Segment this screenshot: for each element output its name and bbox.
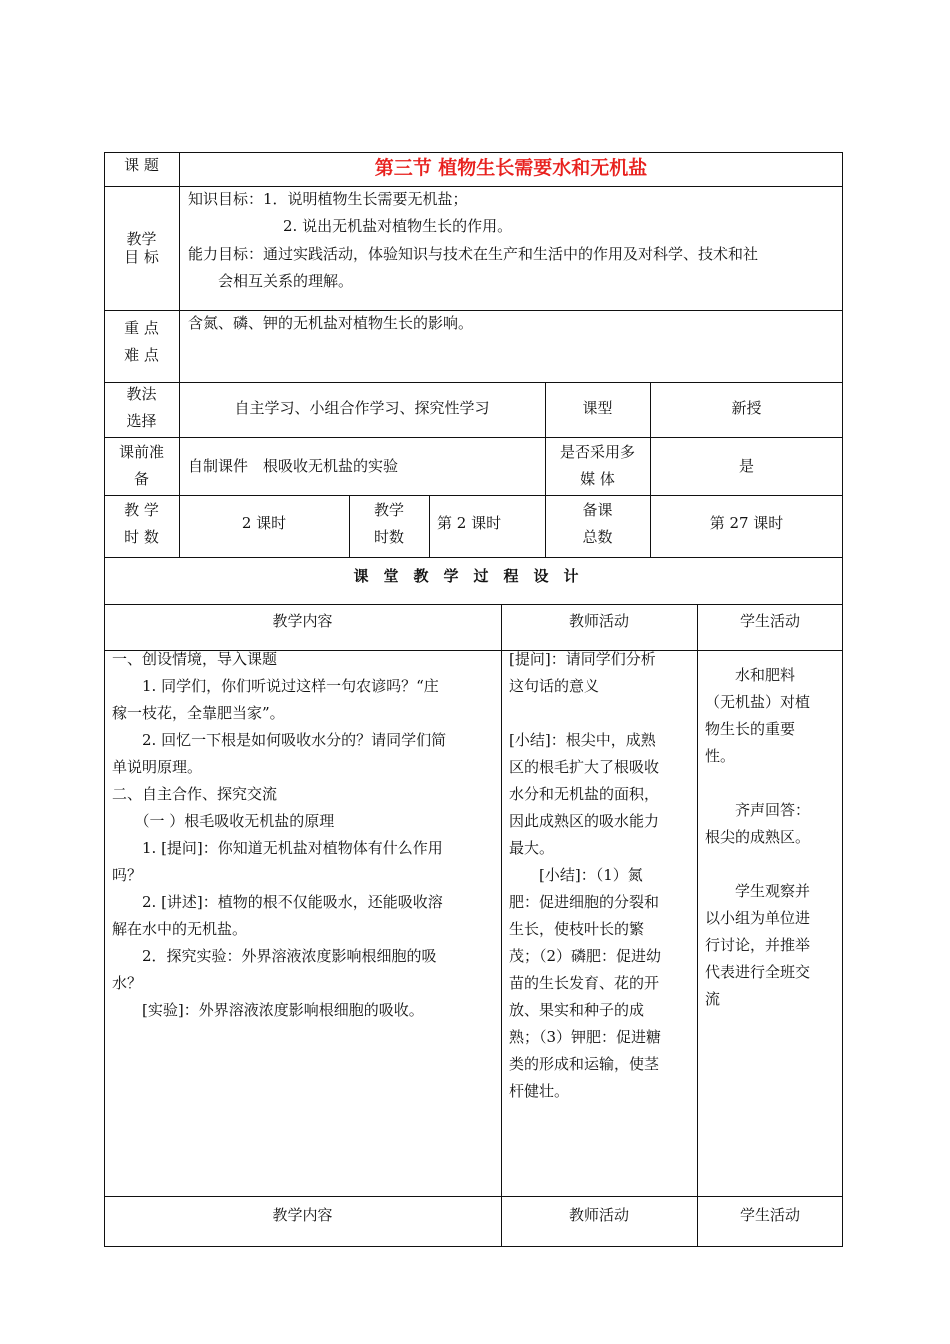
student-activity-column: [705, 662, 841, 1013]
student-line: （无机盐）对植: [705, 693, 811, 711]
student-line: [705, 770, 841, 797]
teacher-line: 杆健壮。: [509, 1082, 570, 1100]
teacher-line: 最大。: [509, 839, 555, 857]
student-line: 以小组为单位进: [705, 909, 811, 927]
content-line: 吗？: [112, 866, 143, 884]
teacher-line: 生长，使枝叶长的繁: [509, 920, 645, 938]
prep-total-label-line1: 备课: [582, 501, 613, 519]
key-points-label-line1: 重 点: [124, 319, 159, 337]
hours-label-line2: 时 数: [124, 528, 159, 546]
ability-objective-1: 能力目标：通过实践活动，体验知识与技术在生产和生活中的作用及对科学、技术和社: [188, 245, 759, 263]
student-line: 学生观察并: [705, 882, 811, 900]
knowledge-objective-1: 知识目标：1．说明植物生长需要无机盐；: [188, 190, 468, 208]
topic-label: 课 题: [124, 156, 159, 174]
media-label-line2: 媒 体: [580, 470, 615, 488]
student-line: 物生长的重要: [705, 720, 796, 738]
teacher-line: 这句话的意义: [509, 677, 600, 695]
teacher-line: 类的形成和运输，使茎: [509, 1055, 660, 1073]
footer-column-teacher: 教师活动: [568, 1206, 629, 1224]
content-line: 稼一枝花，全靠肥当家”。: [112, 704, 285, 722]
teacher-line: 肥：促进细胞的分裂和: [509, 893, 660, 911]
objectives-label-line2: 目 标: [124, 248, 159, 266]
teacher-line: [509, 700, 694, 727]
footer-column-student: 学生活动: [739, 1206, 800, 1224]
content-line: 单说明原理。: [112, 758, 203, 776]
column-header-content: 教学内容: [272, 612, 333, 630]
prep-total-label-line2: 总数: [582, 528, 613, 546]
student-line: 流: [705, 990, 721, 1008]
period-label-line1: 教学: [373, 501, 404, 519]
hours-label-line1: 教 学: [124, 501, 159, 519]
column-header-teacher: 教师活动: [568, 612, 629, 630]
period-label-line2: 时数: [373, 528, 404, 546]
lesson-type-label: 课型: [582, 399, 613, 417]
teacher-line: [小结]：根尖中，成熟: [509, 731, 656, 749]
student-line: [705, 851, 841, 878]
teacher-line: 放、果实和种子的成: [509, 1001, 645, 1019]
content-line: （一 ）根毛吸收无机盐的原理: [112, 812, 335, 830]
col-divider: [179, 152, 180, 557]
teacher-line: 区的根毛扩大了根吸收: [509, 758, 660, 776]
row-divider: [104, 604, 843, 605]
lesson-type-value: 新授: [731, 399, 762, 417]
ability-objective-2: 会相互关系的理解。: [218, 272, 354, 290]
teacher-line: 熟；（3）钾肥：促进糖: [509, 1028, 662, 1046]
row-divider: [104, 437, 843, 438]
method-label-line1: 教法: [126, 385, 157, 403]
content-line: 水？: [112, 974, 143, 992]
hours-total: 2 课时: [241, 514, 287, 532]
content-line: 2. [讲述]：植物的根不仅能吸水，还能吸收溶: [112, 893, 443, 911]
hours-label: [104, 497, 179, 551]
page-title: 第三节 植物生长需要水和无机盐: [374, 157, 648, 179]
method-label-line2: 选择: [126, 412, 157, 430]
knowledge-objective-2: 2. 说出无机盐对植物生长的作用。: [283, 217, 513, 235]
media-label-line1: 是否采用多: [559, 443, 635, 461]
preparation-content: 自制课件 根吸收无机盐的实验: [188, 457, 399, 475]
period-value: 第 2 课时: [437, 514, 502, 532]
key-points-label-line2: 难 点: [124, 346, 159, 364]
row-divider: [104, 495, 843, 496]
teacher-line: [小结]：（1）氮: [509, 866, 643, 884]
teacher-line: 水分和无机盐的面积，: [509, 785, 660, 803]
preparation-label: [104, 439, 179, 493]
content-line: 2. 回忆一下根是如何吸收水分的？请同学们简: [112, 731, 447, 749]
design-heading: 课堂教学过程设计: [353, 567, 594, 585]
content-line: 解在水中的无机盐。: [112, 920, 248, 938]
prep-total-label: [545, 497, 650, 551]
row-divider: [104, 1196, 843, 1197]
student-line: 水和肥料: [705, 666, 796, 684]
content-line: 一、创设情境，导入课题: [112, 650, 278, 668]
col-divider: [501, 604, 502, 1247]
content-line: 二、自主合作、探究交流: [112, 785, 278, 803]
objectives-label: [104, 230, 179, 266]
content-line: [实验]：外界溶液浓度影响根细胞的吸收。: [112, 1001, 424, 1019]
row-divider: [104, 382, 843, 383]
content-line: 1. 同学们，你们听说过这样一句农谚吗？“庄: [112, 677, 439, 695]
col-divider: [697, 604, 698, 1247]
media-label: [545, 439, 650, 493]
teaching-content-column: [112, 646, 497, 1024]
teacher-activity-column: [509, 646, 694, 1105]
media-value: 是: [738, 457, 754, 475]
objectives-label-line1: 教学: [126, 230, 157, 248]
student-line: 代表进行全班交: [705, 963, 811, 981]
method-label: [104, 381, 179, 435]
student-line: 行讨论，并推举: [705, 936, 811, 954]
preparation-label-line2: 备: [133, 470, 149, 488]
content-line: 2．探究实验：外界溶液浓度影响根细胞的吸: [112, 947, 437, 965]
key-points-label: [104, 315, 179, 369]
prep-total-value: 第 27 课时: [709, 514, 784, 532]
teacher-line: 茂；（2）磷肥：促进幼: [509, 947, 662, 965]
student-line: 齐声回答：: [705, 801, 811, 819]
teacher-line: 苗的生长发育、花的开: [509, 974, 660, 992]
footer-column-content: 教学内容: [272, 1206, 333, 1224]
row-divider: [104, 557, 843, 558]
teacher-line: [提问]：请同学们分析: [509, 650, 656, 668]
student-line: 性。: [705, 747, 736, 765]
preparation-label-line1: 课前准: [118, 443, 164, 461]
student-line: 根尖的成熟区。: [705, 828, 811, 846]
key-points-content: 含氮、磷、钾的无机盐对植物生长的影响。: [188, 314, 474, 332]
period-label: [349, 497, 429, 551]
method-content: 自主学习、小组合作学习、探究性学习: [234, 399, 490, 417]
col-divider: [429, 495, 430, 557]
teacher-line: 因此成熟区的吸水能力: [509, 812, 660, 830]
column-header-student: 学生活动: [739, 612, 800, 630]
content-line: 1. [提问]：你知道无机盐对植物体有什么作用: [112, 839, 443, 857]
